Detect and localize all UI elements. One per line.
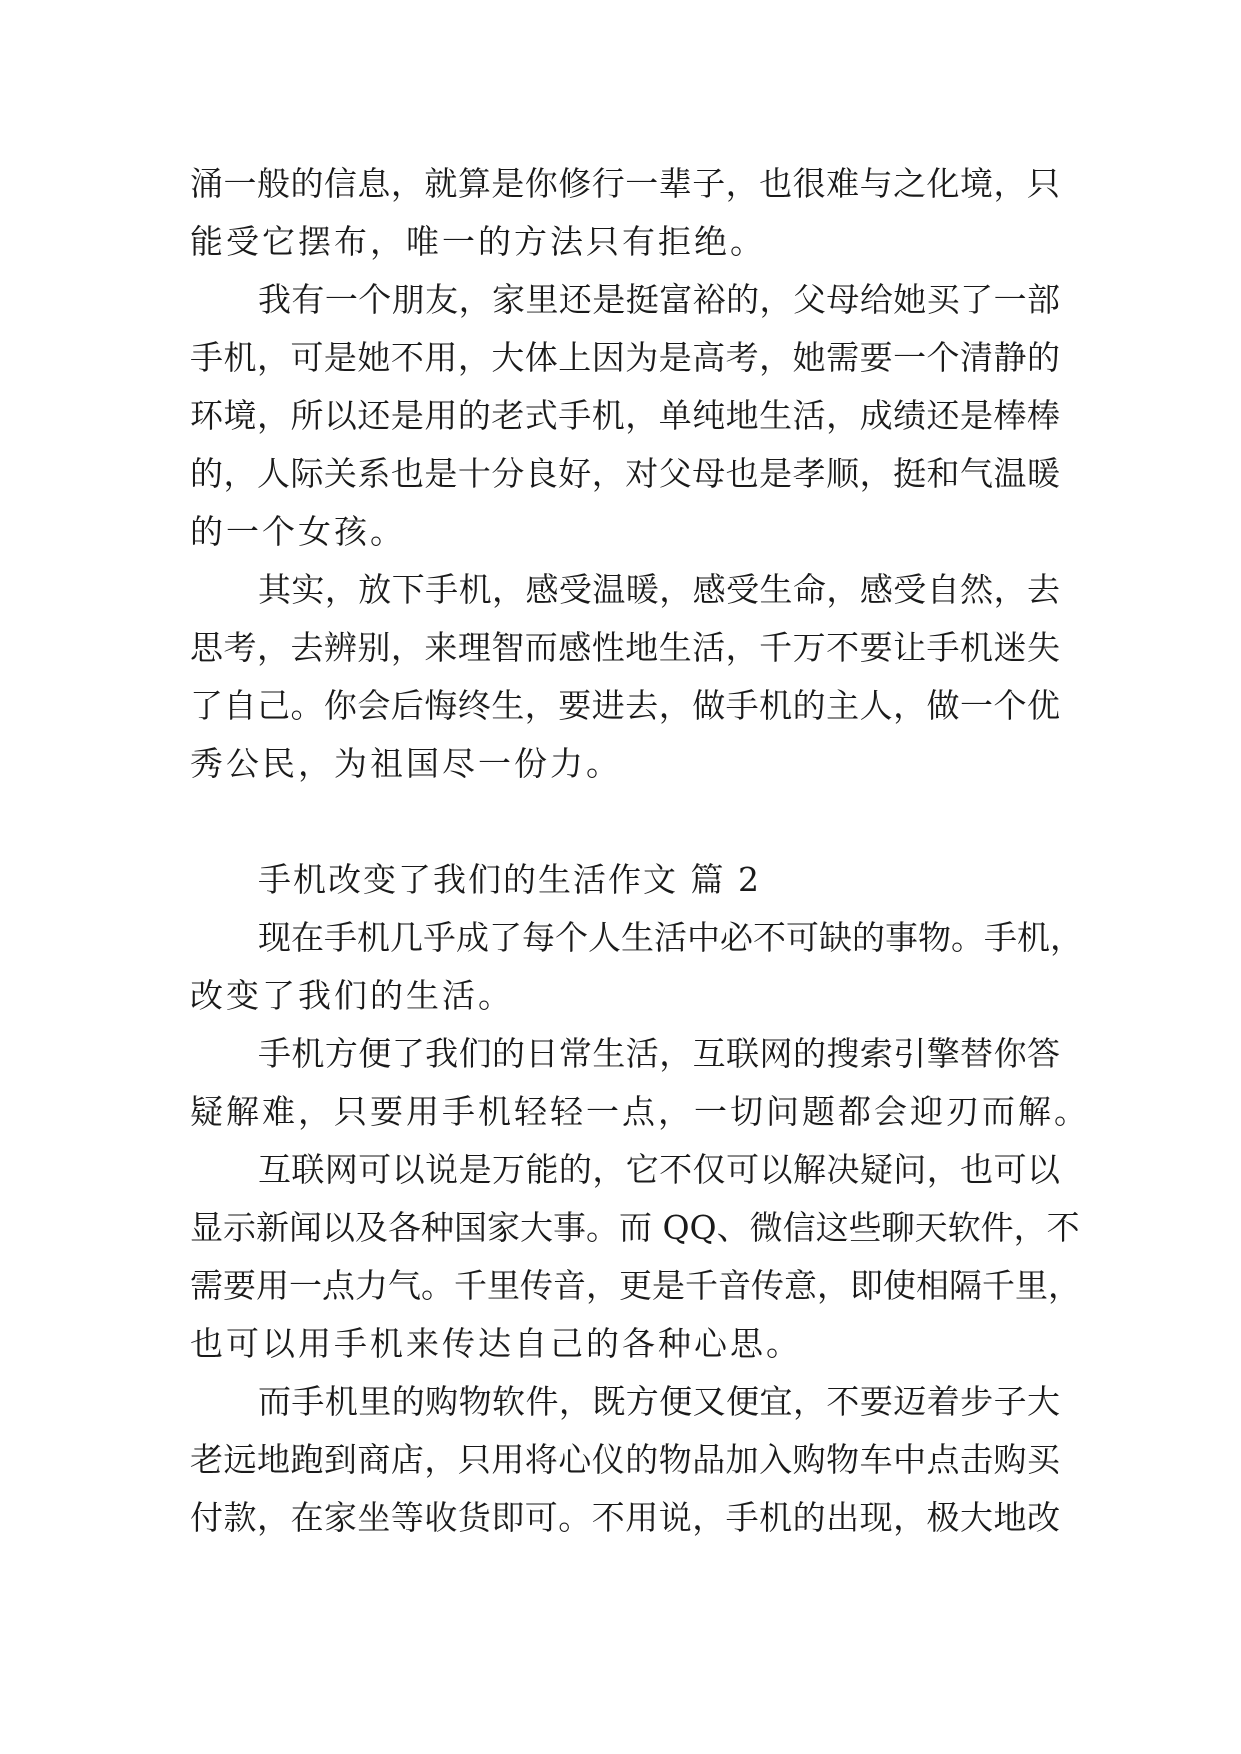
paragraph-line: 互联网可以说是万能的，它不仅可以解决疑问，也可以 — [258, 1150, 1060, 1189]
paragraph-line: 秀公民，为祖国尽一份力。 — [190, 744, 622, 783]
paragraph-line: 了自己。你会后悔终生，要进去，做手机的主人，做一个优 — [190, 686, 1060, 725]
paragraph-line: 环境，所以还是用的老式手机，单纯地生活，成绩还是棒棒 — [190, 396, 1060, 435]
paragraph-line: 付款，在家坐等收货即可。不用说，手机的出现，极大地改 — [190, 1498, 1060, 1537]
paragraph-line: 需要用一点力气。千里传音，更是千音传意，即使相隔千里， — [190, 1266, 1081, 1305]
paragraph-line: 能受它摆布，唯一的方法只有拒绝。 — [190, 222, 766, 261]
paragraph-line: 思考，去辨别，来理智而感性地生活，千万不要让手机迷失 — [190, 628, 1060, 667]
paragraph-line: 涌一般的信息，就算是你修行一辈子，也很难与之化境，只 — [190, 164, 1060, 203]
paragraph-line: 的，人际关系也是十分良好，对父母也是孝顺，挺和气温暖 — [190, 454, 1060, 493]
paragraph-line: 现在手机几乎成了每个人生活中必不可缺的事物。手机， — [258, 918, 1083, 957]
paragraph-line: 改变了我们的生活。 — [190, 976, 514, 1015]
paragraph-line: 也可以用手机来传达自己的各种心思。 — [190, 1324, 802, 1363]
paragraph-line: 我有一个朋友，家里还是挺富裕的，父母给她买了一部 — [258, 280, 1060, 319]
paragraph-line: 的一个女孩。 — [190, 512, 406, 551]
section-heading: 手机改变了我们的生活作文 篇 2 — [258, 860, 761, 899]
paragraph-line: 老远地跑到商店，只用将心仪的物品加入购物车中点击购买 — [190, 1440, 1060, 1479]
paragraph-line: 显示新闻以及各种国家大事。而 QQ、微信这些聊天软件，不 — [190, 1208, 1080, 1247]
paragraph-line: 手机，可是她不用，大体上因为是高考，她需要一个清静的 — [190, 338, 1060, 377]
paragraph-line: 而手机里的购物软件，既方便又便宜，不要迈着步子大 — [258, 1382, 1060, 1421]
paragraph-line: 其实，放下手机，感受温暖，感受生命，感受自然，去 — [258, 570, 1060, 609]
paragraph-line: 疑解难，只要用手机轻轻一点，一切问题都会迎刃而解。 — [190, 1092, 1090, 1131]
paragraph-line: 手机方便了我们的日常生活，互联网的搜索引擎替你答 — [258, 1034, 1060, 1073]
